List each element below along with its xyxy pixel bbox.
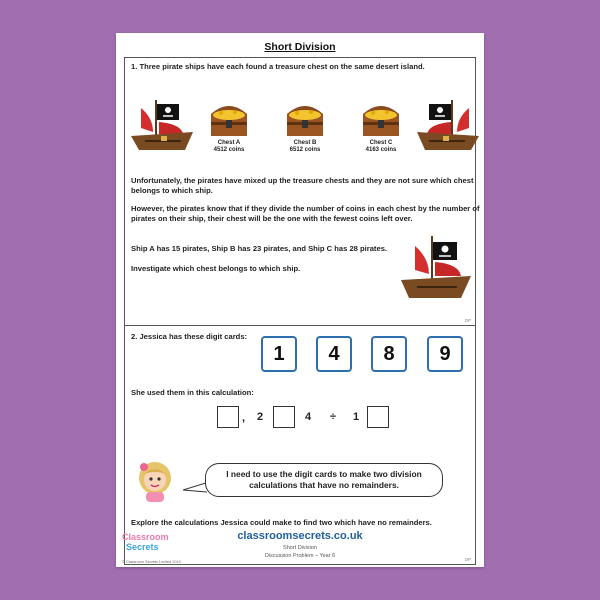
worksheet-title: Short Division xyxy=(264,41,336,53)
question-2-panel xyxy=(124,325,476,565)
chest-coins: 4512 coins xyxy=(213,147,245,153)
q2-intro: 2. Jessica has these digit cards: xyxy=(131,332,248,341)
chest-name: Chest C xyxy=(369,140,393,146)
digit-card: 8 xyxy=(371,336,407,372)
site-url[interactable]: classroomsecrets.co.uk xyxy=(237,530,363,542)
pirate-ship-icon xyxy=(131,98,197,154)
blank-digit-box[interactable] xyxy=(217,406,239,428)
blank-digit-box[interactable] xyxy=(273,406,295,428)
q2-task: Explore the calculations Jessica could make to find two which have no remainders. xyxy=(131,518,432,527)
chest-a-label xyxy=(204,140,254,154)
calc-digit-4: 4 xyxy=(305,411,312,423)
footer-subject: Short Division xyxy=(283,545,317,551)
treasure-chest-icon xyxy=(359,98,403,138)
chest-b-label xyxy=(280,140,330,154)
q1-intro: 1. Three pirate ships have each found a treasure chest on the same desert island. xyxy=(131,62,425,71)
digit-card: 4 xyxy=(316,336,352,372)
chest-name: Chest A xyxy=(217,140,241,146)
logo-line-2: Secrets xyxy=(126,542,159,552)
copyright-text: © Classroom Secrets Limited 2019 xyxy=(122,560,181,564)
calc-digit-2: 2 xyxy=(257,411,264,423)
girl-avatar-icon xyxy=(135,460,175,502)
question-1-panel xyxy=(124,57,480,326)
digit-card: 9 xyxy=(427,336,463,372)
digit-card: 1 xyxy=(261,336,297,372)
speech-text: I need to use the digit cards to make two division calculations that have no remainders. xyxy=(226,469,422,490)
footer-level: Discussion Problem – Year 6 xyxy=(264,553,336,559)
calc-comma: , xyxy=(242,412,246,424)
speech-bubble xyxy=(205,463,443,497)
worksheet xyxy=(116,33,484,567)
q1-page-ref: DP xyxy=(464,318,471,323)
treasure-chest-icon xyxy=(207,98,251,138)
q1-paragraph-4: Investigate which chest belongs to which ship. xyxy=(131,264,301,273)
calc-digit-1: 1 xyxy=(353,411,360,423)
chest-coins: 6512 coins xyxy=(289,147,321,153)
chest-coins: 4163 coins xyxy=(365,147,397,153)
treasure-chest-icon xyxy=(283,98,327,138)
q1-paragraph-2: However, the pirates know that if they divide the number of coins in each chest by the number of pirates on their ship, their chest will be the one with the fewest coins left over. xyxy=(131,204,480,223)
q1-paragraph-3: Ship A has 15 pirates, Ship B has 23 pirates, and Ship C has 28 pirates. xyxy=(131,244,388,253)
division-sign: ÷ xyxy=(330,411,337,423)
pirate-ship-icon xyxy=(413,98,479,154)
q2-page-ref: DP xyxy=(464,557,471,562)
blank-digit-box[interactable] xyxy=(367,406,389,428)
q1-paragraph-1: Unfortunately, the pirates have mixed up the treasure chests and they are not sure which chest belongs to which ship. xyxy=(131,176,474,195)
chest-c-label xyxy=(356,140,406,154)
logo-line-1: Classroom xyxy=(122,532,169,542)
chest-name: Chest B xyxy=(293,140,317,146)
q2-calc-intro: She used them in this calculation: xyxy=(131,388,254,397)
pirate-ship-icon xyxy=(401,234,473,302)
